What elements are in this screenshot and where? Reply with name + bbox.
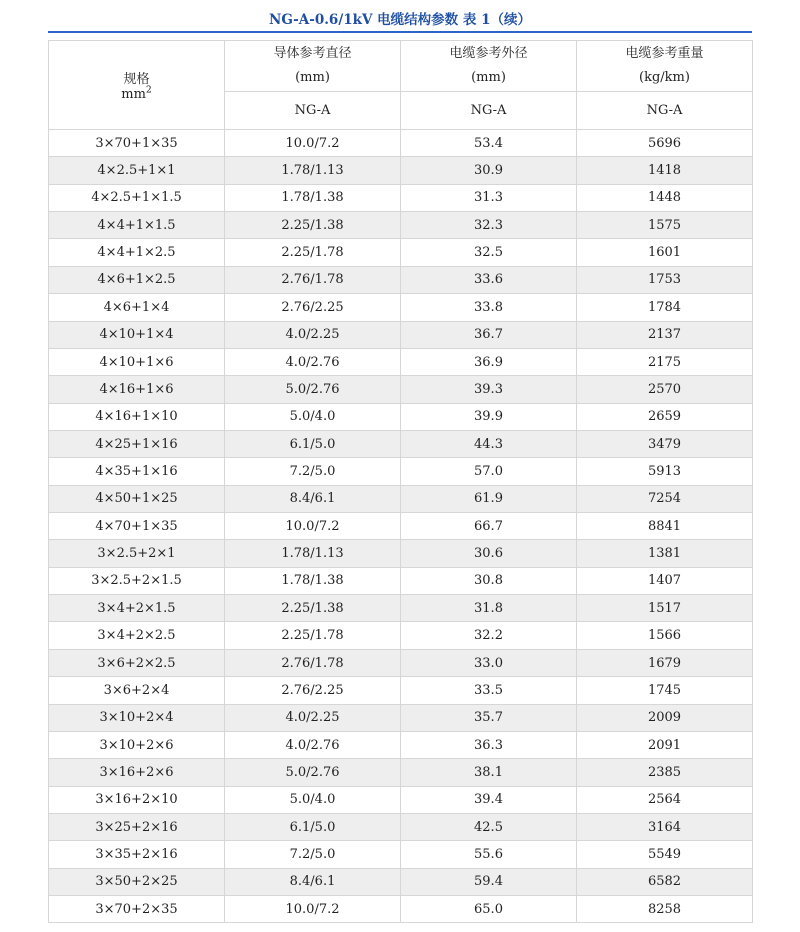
cell-weight: 5549 bbox=[577, 841, 753, 868]
cell-outer-diameter: 32.5 bbox=[401, 239, 577, 266]
table-row bbox=[49, 896, 753, 923]
cell-outer-diameter: 57.0 bbox=[401, 458, 577, 485]
cell-conductor-diameter: 5.0/2.76 bbox=[225, 759, 401, 786]
table-row bbox=[49, 239, 753, 266]
cell-conductor-diameter: 5.0/2.76 bbox=[225, 376, 401, 403]
cell-weight: 2659 bbox=[577, 403, 753, 430]
header-spec-label: 规格 bbox=[123, 72, 150, 87]
cell-outer-diameter: 59.4 bbox=[401, 868, 577, 895]
table-row bbox=[49, 294, 753, 321]
cell-conductor-diameter: 5.0/4.0 bbox=[225, 786, 401, 813]
header-outer-label: 电缆参考外径 bbox=[449, 46, 528, 61]
cell-conductor-diameter: 10.0/7.2 bbox=[225, 130, 401, 157]
cell-conductor-diameter: 8.4/6.1 bbox=[225, 868, 401, 895]
cell-weight: 1566 bbox=[577, 622, 753, 649]
cell-conductor-diameter: 4.0/2.76 bbox=[225, 731, 401, 758]
cell-spec: 4×50+1×25 bbox=[49, 485, 225, 512]
cell-spec: 4×16+1×10 bbox=[49, 403, 225, 430]
cell-outer-diameter: 31.3 bbox=[401, 184, 577, 211]
table-row bbox=[49, 540, 753, 567]
cell-outer-diameter: 31.8 bbox=[401, 595, 577, 622]
cell-weight: 1575 bbox=[577, 212, 753, 239]
header-conductor bbox=[225, 41, 401, 92]
header-weight-unit: (kg/km) bbox=[639, 70, 690, 85]
cell-conductor-diameter: 2.25/1.78 bbox=[225, 622, 401, 649]
cell-spec: 4×4+1×1.5 bbox=[49, 212, 225, 239]
cell-outer-diameter: 30.6 bbox=[401, 540, 577, 567]
cell-weight: 5696 bbox=[577, 130, 753, 157]
table-title: NG-A-0.6/1kV 电缆结构参数 表 1（续） bbox=[269, 12, 531, 28]
table-row bbox=[49, 157, 753, 184]
cell-spec: 3×2.5+2×1 bbox=[49, 540, 225, 567]
cell-conductor-diameter: 7.2/5.0 bbox=[225, 841, 401, 868]
cell-conductor-diameter: 2.25/1.38 bbox=[225, 595, 401, 622]
cell-outer-diameter: 32.3 bbox=[401, 212, 577, 239]
cell-conductor-diameter: 1.78/1.13 bbox=[225, 157, 401, 184]
table-row bbox=[49, 376, 753, 403]
table-row bbox=[49, 403, 753, 430]
cell-conductor-diameter: 1.78/1.38 bbox=[225, 567, 401, 594]
cell-outer-diameter: 32.2 bbox=[401, 622, 577, 649]
header-weight bbox=[577, 41, 753, 92]
table-row bbox=[49, 813, 753, 840]
cell-conductor-diameter: 1.78/1.38 bbox=[225, 184, 401, 211]
cell-weight: 2570 bbox=[577, 376, 753, 403]
cell-spec: 3×4+2×1.5 bbox=[49, 595, 225, 622]
cell-outer-diameter: 55.6 bbox=[401, 841, 577, 868]
cell-spec: 4×4+1×2.5 bbox=[49, 239, 225, 266]
cell-outer-diameter: 36.3 bbox=[401, 731, 577, 758]
cell-outer-diameter: 36.7 bbox=[401, 321, 577, 348]
cell-outer-diameter: 30.9 bbox=[401, 157, 577, 184]
cell-conductor-diameter: 4.0/2.25 bbox=[225, 704, 401, 731]
cell-spec: 4×70+1×35 bbox=[49, 513, 225, 540]
table-row bbox=[49, 430, 753, 457]
header-weight-label: 电缆参考重量 bbox=[625, 46, 704, 61]
cell-weight: 1745 bbox=[577, 677, 753, 704]
cell-conductor-diameter: 6.1/5.0 bbox=[225, 813, 401, 840]
cell-spec: 3×25+2×16 bbox=[49, 813, 225, 840]
cell-spec: 3×4+2×2.5 bbox=[49, 622, 225, 649]
cell-spec: 3×16+2×6 bbox=[49, 759, 225, 786]
table-row bbox=[49, 704, 753, 731]
cell-weight: 1784 bbox=[577, 294, 753, 321]
table-row bbox=[49, 731, 753, 758]
cell-weight: 3479 bbox=[577, 430, 753, 457]
cell-weight: 2564 bbox=[577, 786, 753, 813]
cell-outer-diameter: 33.0 bbox=[401, 649, 577, 676]
cell-spec: 3×10+2×4 bbox=[49, 704, 225, 731]
cell-conductor-diameter: 2.25/1.78 bbox=[225, 239, 401, 266]
cell-outer-diameter: 39.3 bbox=[401, 376, 577, 403]
cell-weight: 7254 bbox=[577, 485, 753, 512]
table-row bbox=[49, 458, 753, 485]
cell-conductor-diameter: 8.4/6.1 bbox=[225, 485, 401, 512]
table-row bbox=[49, 677, 753, 704]
cell-weight: 1381 bbox=[577, 540, 753, 567]
cell-conductor-diameter: 4.0/2.25 bbox=[225, 321, 401, 348]
table-row bbox=[49, 348, 753, 375]
subheader-conductor: NG-A bbox=[225, 92, 401, 130]
table-row bbox=[49, 622, 753, 649]
cell-weight: 8841 bbox=[577, 513, 753, 540]
cell-conductor-diameter: 2.76/1.78 bbox=[225, 649, 401, 676]
cell-weight: 1679 bbox=[577, 649, 753, 676]
cell-spec: 3×10+2×6 bbox=[49, 731, 225, 758]
header-spec bbox=[49, 41, 225, 130]
table-row bbox=[49, 786, 753, 813]
cell-outer-diameter: 39.4 bbox=[401, 786, 577, 813]
table-row bbox=[49, 595, 753, 622]
table-row bbox=[49, 868, 753, 895]
cell-outer-diameter: 61.9 bbox=[401, 485, 577, 512]
cable-spec-table bbox=[48, 40, 753, 923]
cell-spec: 3×16+2×10 bbox=[49, 786, 225, 813]
cell-outer-diameter: 66.7 bbox=[401, 513, 577, 540]
cell-spec: 3×6+2×2.5 bbox=[49, 649, 225, 676]
header-conductor-unit: (mm) bbox=[295, 70, 330, 85]
cell-outer-diameter: 53.4 bbox=[401, 130, 577, 157]
table-row bbox=[49, 649, 753, 676]
cell-outer-diameter: 38.1 bbox=[401, 759, 577, 786]
header-spec-unit: $mm^2$ bbox=[121, 85, 152, 102]
cell-conductor-diameter: 4.0/2.76 bbox=[225, 348, 401, 375]
cell-spec: 4×6+1×2.5 bbox=[49, 266, 225, 293]
cell-outer-diameter: 36.9 bbox=[401, 348, 577, 375]
cell-weight: 2009 bbox=[577, 704, 753, 731]
cell-spec: 3×2.5+2×1.5 bbox=[49, 567, 225, 594]
cell-spec: 4×6+1×4 bbox=[49, 294, 225, 321]
cell-outer-diameter: 33.5 bbox=[401, 677, 577, 704]
cell-weight: 1753 bbox=[577, 266, 753, 293]
cell-weight: 2137 bbox=[577, 321, 753, 348]
table-row bbox=[49, 841, 753, 868]
table-row bbox=[49, 266, 753, 293]
cell-outer-diameter: 35.7 bbox=[401, 704, 577, 731]
cell-conductor-diameter: 5.0/4.0 bbox=[225, 403, 401, 430]
cell-spec: 3×6+2×4 bbox=[49, 677, 225, 704]
cell-outer-diameter: 44.3 bbox=[401, 430, 577, 457]
table-row bbox=[49, 567, 753, 594]
cell-weight: 3164 bbox=[577, 813, 753, 840]
cell-weight: 1418 bbox=[577, 157, 753, 184]
table-row bbox=[49, 184, 753, 211]
cell-spec: 4×16+1×6 bbox=[49, 376, 225, 403]
cell-weight: 1601 bbox=[577, 239, 753, 266]
header-conductor-label: 导体参考直径 bbox=[273, 46, 352, 61]
cell-conductor-diameter: 6.1/5.0 bbox=[225, 430, 401, 457]
cell-outer-diameter: 39.9 bbox=[401, 403, 577, 430]
table-header bbox=[49, 41, 753, 130]
table-row bbox=[49, 513, 753, 540]
cell-outer-diameter: 30.8 bbox=[401, 567, 577, 594]
header-outer bbox=[401, 41, 577, 92]
cell-spec: 3×35+2×16 bbox=[49, 841, 225, 868]
cell-spec: 3×50+2×25 bbox=[49, 868, 225, 895]
cell-weight: 2091 bbox=[577, 731, 753, 758]
cell-weight: 5913 bbox=[577, 458, 753, 485]
cell-conductor-diameter: 2.25/1.38 bbox=[225, 212, 401, 239]
cell-spec: 4×2.5+1×1 bbox=[49, 157, 225, 184]
cell-spec: 4×35+1×16 bbox=[49, 458, 225, 485]
table-row bbox=[49, 321, 753, 348]
table-row bbox=[49, 759, 753, 786]
cell-weight: 2385 bbox=[577, 759, 753, 786]
cell-outer-diameter: 33.6 bbox=[401, 266, 577, 293]
cell-conductor-diameter: 7.2/5.0 bbox=[225, 458, 401, 485]
cell-spec: 4×10+1×6 bbox=[49, 348, 225, 375]
cell-spec: 3×70+2×35 bbox=[49, 896, 225, 923]
cell-weight: 2175 bbox=[577, 348, 753, 375]
title-underline bbox=[48, 31, 752, 33]
subheader-outer: NG-A bbox=[401, 92, 577, 130]
cell-spec: 4×25+1×16 bbox=[49, 430, 225, 457]
title-bar bbox=[0, 0, 800, 34]
header-outer-unit: (mm) bbox=[471, 70, 506, 85]
table-row bbox=[49, 485, 753, 512]
cell-conductor-diameter: 2.76/1.78 bbox=[225, 266, 401, 293]
cell-weight: 1517 bbox=[577, 595, 753, 622]
table-row bbox=[49, 130, 753, 157]
cell-spec: 4×10+1×4 bbox=[49, 321, 225, 348]
table-row bbox=[49, 212, 753, 239]
cell-conductor-diameter: 2.76/2.25 bbox=[225, 677, 401, 704]
cell-conductor-diameter: 2.76/2.25 bbox=[225, 294, 401, 321]
cell-outer-diameter: 65.0 bbox=[401, 896, 577, 923]
cell-weight: 6582 bbox=[577, 868, 753, 895]
cell-conductor-diameter: 1.78/1.13 bbox=[225, 540, 401, 567]
cell-outer-diameter: 42.5 bbox=[401, 813, 577, 840]
subheader-weight: NG-A bbox=[577, 92, 753, 130]
table-body bbox=[49, 130, 753, 923]
cell-conductor-diameter: 10.0/7.2 bbox=[225, 513, 401, 540]
cell-weight: 8258 bbox=[577, 896, 753, 923]
cell-weight: 1448 bbox=[577, 184, 753, 211]
cell-spec: 4×2.5+1×1.5 bbox=[49, 184, 225, 211]
cell-outer-diameter: 33.8 bbox=[401, 294, 577, 321]
cell-spec: 3×70+1×35 bbox=[49, 130, 225, 157]
cell-conductor-diameter: 10.0/7.2 bbox=[225, 896, 401, 923]
cell-weight: 1407 bbox=[577, 567, 753, 594]
